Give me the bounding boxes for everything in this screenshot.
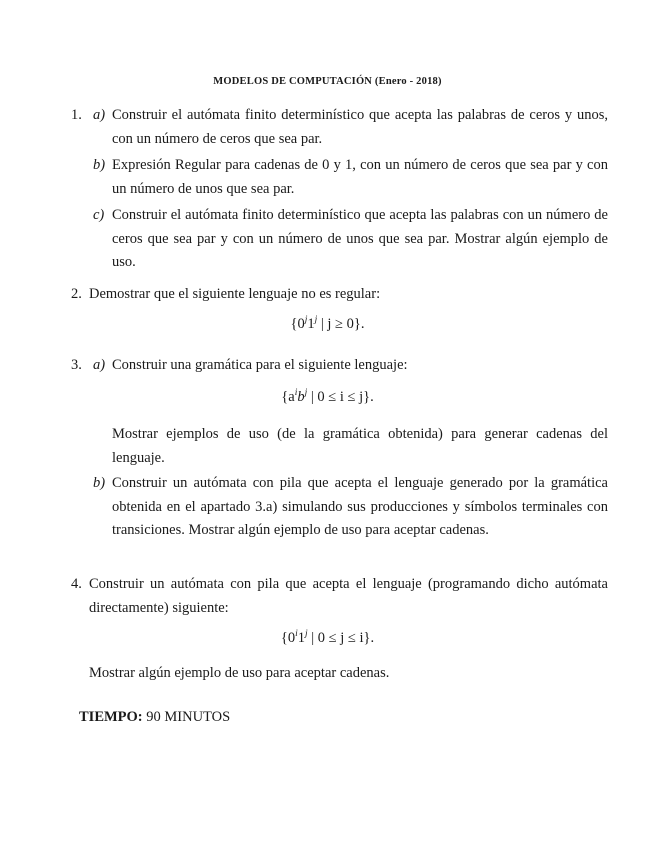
question-3a-text: Construir una gramática para el siguiente lenguaje:	[112, 357, 408, 373]
question-1-number: 1.	[71, 107, 82, 123]
time-value: 90 MINUTOS	[146, 709, 231, 725]
exam-time	[79, 709, 230, 726]
question-4-number: 4.	[71, 576, 82, 592]
question-3a-after: Mostrar ejemplos de uso (de la gramática obtenida) para generar cadenas del lenguaje.	[112, 426, 608, 466]
question-2-formula: {0$^j$1$^j$ | j ≥ 0}.	[290, 315, 365, 332]
question-3b-text: Construir un autómata con pila que acepta el lenguaje generado por la gramática obtenida en el apartado 3.a) simulando sus producciones y símbolos terminales con transiciones. Mostrar algún ejemplo de uso para aceptar cadenas.	[112, 475, 608, 538]
question-2-number: 2.	[71, 286, 82, 302]
question-3b-marker: b)	[93, 475, 106, 491]
question-4-text: Construir un autómata con pila que acepta el lenguaje (programando dicho autómata directamente) siguiente:	[89, 576, 608, 616]
question-2-text: Demostrar que el siguiente lenguaje no es regular:	[89, 286, 381, 302]
question-3a-marker: a)	[93, 357, 106, 373]
question-1b-marker: b)	[93, 157, 106, 173]
question-1c-text: Construir el autómata finito determinístico que acepta las palabras con un número de ceros que sea par y con un número de unos que sea par. Mostrar algún ejemplo de uso.	[112, 207, 608, 270]
question-1a-text: Construir el autómata finito determinístico que acepta las palabras de ceros y unos, con un número de ceros que sea par.	[112, 107, 608, 147]
exam-title: MODELOS DE COMPUTACIÓN (Enero - 2018)	[213, 76, 442, 87]
question-1c-marker: c)	[93, 207, 105, 223]
question-1b-text: Expresión Regular para cadenas de 0 y 1, con un número de ceros que sea par y con un número de unos que sea par.	[112, 157, 608, 197]
time-label: TIEMPO:	[79, 709, 143, 725]
question-4-formula: {0$^i$1$^j$ | 0 ≤ j ≤ i}.	[280, 629, 375, 646]
question-3a-formula: {$a^ib^j$ | 0 ≤ i ≤ j}.	[281, 388, 374, 405]
question-4-after: Mostrar algún ejemplo de uso para aceptar cadenas.	[89, 665, 390, 681]
question-3-number: 3.	[71, 357, 82, 373]
question-1a-marker: a)	[93, 107, 106, 123]
